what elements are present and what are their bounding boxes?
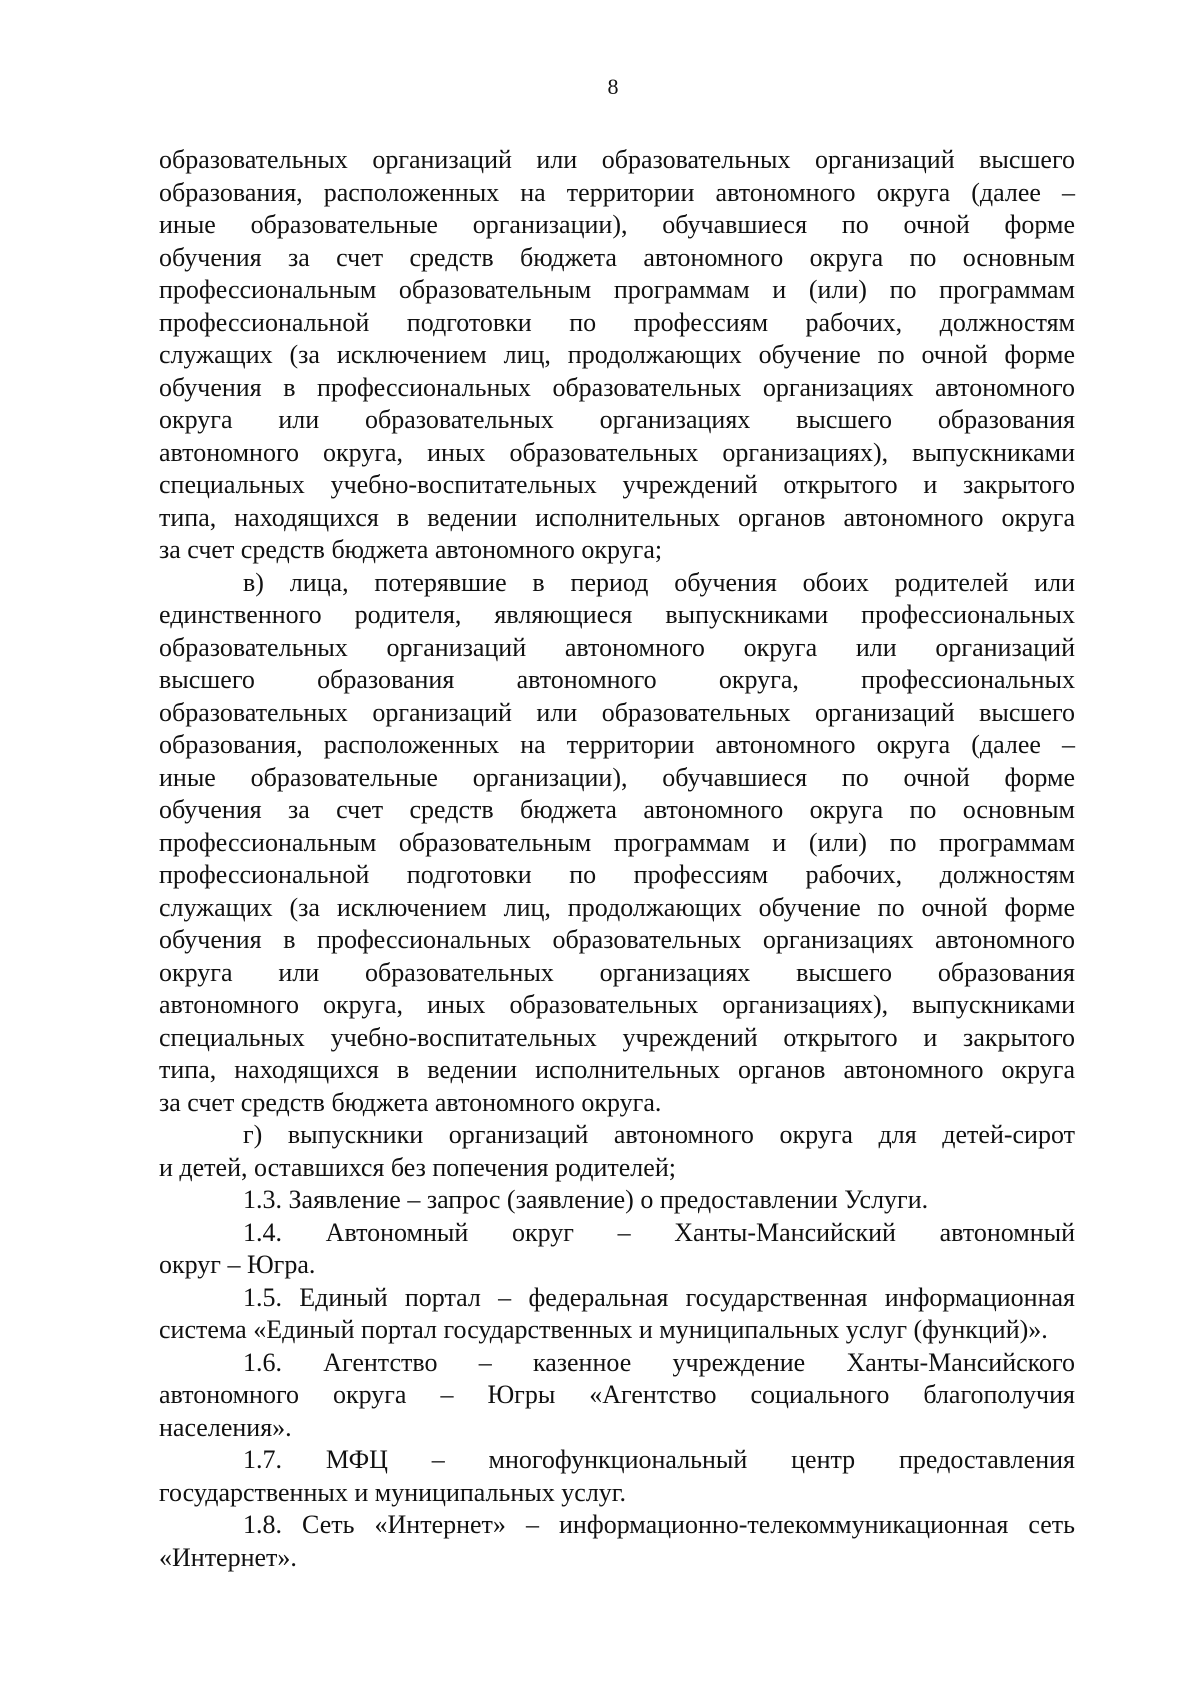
text-line: высшего образования автономного округа, профессиональных [159,665,1075,694]
text-line: автономного округа, иных образовательных организациях), выпускниками [159,990,1075,1019]
text-line: образовательных организаций или образовательных организаций высшего [159,697,1075,727]
text-line: округа или образовательных организациях высшего образования [159,957,1075,987]
text-line: в) лица, потерявшие в период обучения обоих родителей или [243,567,1075,597]
page-number: 8 [607,74,619,99]
paragraph [159,1509,1075,1574]
text-line: иные образовательные организации), обучавшиеся по очной форме [159,762,1075,792]
text-line: государственных и муниципальных услуг. [159,1477,627,1507]
text-line: населения». [159,1412,292,1442]
text-line: иные образовательные организации), обучавшиеся по очной форме [159,210,1075,239]
paragraph [159,1217,1075,1282]
text-line: служащих (за исключением лиц, продолжающих обучение по очной форме [159,892,1075,922]
text-line: и детей, оставшихся без попечения родителей; [159,1152,676,1182]
text-line: 1.5. Единый портал – федеральная государственная информационная [243,1282,1075,1312]
text-line: за счет средств бюджета автономного округа. [159,1087,662,1117]
text-line: профессиональным образовательным программам и (или) по программам [159,275,1075,304]
paragraph [159,1282,1075,1347]
text-line: профессиональным образовательным программам и (или) по программам [159,827,1075,857]
text-line: 1.6. Агентство – казенное учреждение Ханты-Мансийского [243,1347,1075,1377]
paragraph [159,1119,1075,1184]
paragraph [159,1347,1075,1445]
text-line: единственного родителя, являющиеся выпускниками профессиональных [159,600,1075,629]
text-line: автономного округа, иных образовательных организациях), выпускниками [159,437,1075,467]
text-line: образовательных организаций или образовательных организаций высшего [159,145,1075,174]
text-line: типа, находящихся в ведении исполнительных органов автономного округа [159,502,1075,532]
text-line: система «Единый портал государственных и муниципальных услуг (функций)». [159,1315,1048,1344]
text-line: образования, расположенных на территории автономного округа (далее – [159,730,1075,759]
text-line: автономного округа – Югры «Агентство социального благополучия [159,1380,1075,1409]
paragraph [159,567,1075,1120]
text-line: за счет средств бюджета автономного округа; [159,535,663,564]
text-line: 1.8. Сеть «Интернет» – информационно-телекоммуникационная сеть [243,1510,1075,1539]
paragraph [159,144,1075,567]
text-line: 1.3. Заявление – запрос (заявление) о предоставлении Услуги. [243,1185,929,1214]
text-line: обучения за счет средств бюджета автономного округа по основным [159,795,1075,824]
text-line: округ – Югра. [159,1250,316,1279]
paragraph [159,1184,1075,1217]
text-line: обучения в профессиональных образовательных организациях автономного [159,925,1075,954]
text-line: образования, расположенных на территории автономного округа (далее – [159,177,1075,207]
document-body [159,144,1075,1574]
text-line: 1.7. МФЦ – многофункциональный центр предоставления [243,1445,1075,1474]
text-line: профессиональной подготовки по профессиям рабочих, должностям [159,307,1075,337]
text-line: округа или образовательных организациях высшего образования [159,405,1075,434]
text-line: служащих (за исключением лиц, продолжающих обучение по очной форме [159,340,1075,369]
text-line: профессиональной подготовки по профессиям рабочих, должностям [159,860,1075,889]
text-line: г) выпускники организаций автономного округа для детей-сирот [243,1120,1075,1149]
text-line: образовательных организаций автономного округа или организаций [159,632,1075,662]
text-line: обучения за счет средств бюджета автономного округа по основным [159,242,1075,272]
text-line: 1.4. Автономный округ – Ханты-Мансийский автономный [243,1217,1075,1247]
text-line: типа, находящихся в ведении исполнительных органов автономного округа [159,1055,1075,1084]
text-line: «Интернет». [159,1542,297,1572]
text-line: обучения в профессиональных образовательных организациях автономного [159,372,1075,402]
text-line: специальных учебно-воспитательных учреждений открытого и закрытого [159,470,1075,499]
paragraph [159,1444,1075,1509]
text-line: специальных учебно-воспитательных учреждений открытого и закрытого [159,1022,1075,1052]
